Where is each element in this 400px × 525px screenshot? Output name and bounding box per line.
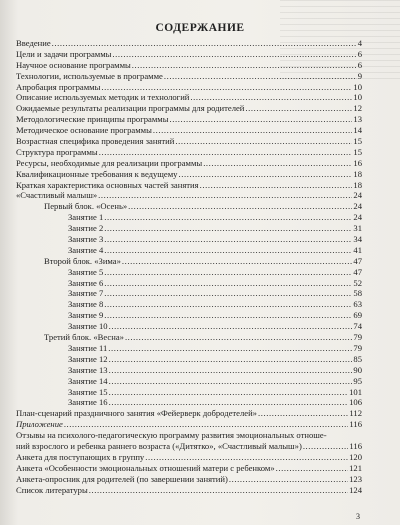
toc-entry-page: 41 — [353, 244, 362, 255]
toc-entry-page: 15 — [353, 136, 362, 147]
toc-entry — [16, 256, 362, 267]
toc-entry-page: 90 — [353, 364, 362, 375]
toc-entry-page: 121 — [349, 462, 362, 473]
dot-leader — [122, 256, 352, 267]
dot-leader — [104, 245, 352, 256]
toc-entry-title: Отзывы на психолого-педагогическую программу развития эмоциональных отноше- — [16, 430, 327, 441]
dot-leader — [109, 321, 353, 332]
toc-entry — [16, 376, 362, 387]
toc-entry — [16, 474, 362, 485]
toc-entry — [16, 169, 362, 180]
toc-entry-page: 6 — [357, 59, 362, 70]
dot-leader — [245, 103, 352, 114]
toc-entry-page: 24 — [353, 201, 362, 212]
toc-entry-title: Приложение — [16, 419, 63, 430]
dot-leader — [109, 354, 353, 365]
toc-entry — [16, 212, 362, 223]
toc-entry-title: Занятие 14 — [68, 375, 108, 386]
dot-leader — [276, 463, 348, 474]
toc-entry-page: 120 — [349, 451, 362, 462]
toc-entry-title: Возрастная специфика проведения занятий — [16, 136, 175, 147]
toc-entry-title: Занятие 8 — [68, 299, 104, 310]
toc-entry — [16, 190, 362, 201]
toc-entry-page: 12 — [353, 103, 362, 114]
toc-entry-title: Апробация программы — [16, 81, 101, 92]
dot-leader — [145, 452, 348, 463]
toc-entry-title: Занятие 3 — [68, 234, 104, 245]
dot-leader — [109, 376, 353, 387]
toc-entry-title: Занятие 10 — [68, 321, 108, 332]
toc-entry-title: Первый блок. «Осень» — [44, 201, 128, 212]
toc-entry — [16, 180, 362, 191]
dot-leader — [132, 60, 357, 71]
dot-leader — [104, 223, 352, 234]
toc-entry — [16, 71, 362, 82]
page-number: 3 — [356, 512, 360, 521]
toc-entry-page: 116 — [349, 419, 362, 430]
toc-entry-title: Ресурсы, необходимые для реализации программы — [16, 157, 203, 168]
toc-entry-title: Второй блок. «Зима» — [44, 255, 121, 266]
toc-entry-page: 13 — [353, 114, 362, 125]
toc-entry-page: 74 — [353, 321, 362, 332]
toc-entry-page: 10 — [353, 92, 362, 103]
toc-entry-title: Занятие 2 — [68, 223, 104, 234]
toc-entry — [16, 103, 362, 114]
toc-entry — [16, 387, 362, 398]
toc-entry-title: «Счастливый малыш» — [16, 190, 98, 201]
toc-entry-page: 31 — [353, 223, 362, 234]
dot-leader — [178, 169, 352, 180]
toc-entry-page: 106 — [349, 397, 362, 408]
toc-entry — [16, 299, 362, 310]
toc-entry-page: 16 — [353, 157, 362, 168]
toc-entry-title: Занятие 7 — [68, 288, 104, 299]
toc-entry-page: 34 — [353, 234, 362, 245]
toc-entry — [16, 147, 362, 158]
toc-entry-title: План-сценарий праздничного занятия «Фейерверк добродетелей» — [16, 408, 257, 419]
toc-entry — [16, 485, 362, 496]
toc-entry-title: Занятие 4 — [68, 244, 104, 255]
toc-entry-title: ний взрослого и ребенка раннего возраста («Дитятко», «Счастливый малыш») — [16, 440, 302, 451]
toc-entry — [16, 201, 362, 212]
toc-entry-page: 47 — [353, 255, 362, 266]
toc-entry-page: 4 — [357, 38, 362, 48]
toc-entry — [16, 125, 362, 136]
dot-leader — [109, 365, 353, 376]
toc-entry-title: Третий блок. «Весна» — [44, 332, 124, 343]
dot-leader — [89, 485, 348, 496]
dot-leader — [101, 82, 352, 93]
toc-entry-page: 18 — [353, 179, 362, 190]
toc-entry — [16, 60, 362, 71]
dot-leader — [112, 49, 356, 60]
toc-entry-page: 95 — [353, 375, 362, 386]
dot-leader — [104, 288, 352, 299]
toc-entry — [16, 288, 362, 299]
toc-entry-title: Анкета для поступающих в группу — [16, 451, 145, 462]
toc-entry — [16, 245, 362, 256]
toc-entry — [16, 430, 362, 441]
dot-leader — [175, 136, 352, 147]
toc-entry-title: Введение — [16, 38, 51, 48]
toc-entry-title: Занятие 9 — [68, 310, 104, 321]
dot-leader — [98, 190, 352, 201]
toc-entry-page: 116 — [349, 440, 362, 451]
toc-entry-title: Описание используемых методик и технологий — [16, 92, 190, 103]
dot-leader — [109, 397, 349, 408]
toc-entry — [16, 408, 362, 419]
toc-entry-title: Занятие 13 — [68, 364, 108, 375]
dot-leader — [104, 234, 352, 245]
table-of-contents — [16, 38, 362, 495]
toc-entry-title: Занятие 15 — [68, 386, 108, 397]
toc-entry-title: Занятие 16 — [68, 397, 108, 408]
toc-entry-title: Занятие 12 — [68, 353, 108, 364]
toc-entry-page: 124 — [349, 484, 362, 495]
toc-entry-title: Занятие 1 — [68, 212, 104, 223]
toc-entry — [16, 354, 362, 365]
toc-entry-page: 85 — [353, 353, 362, 364]
toc-entry — [16, 441, 362, 452]
toc-entry-title: Список литературы — [16, 484, 88, 495]
toc-entry-page: 63 — [353, 299, 362, 310]
toc-entry-title: Цели и задачи программы — [16, 48, 112, 59]
toc-entry-title: Ожидаемые результаты реализации программы для родителей — [16, 103, 245, 114]
toc-entry-title: Анкета «Особенности эмоциональных отношений матери с ребенком» — [16, 462, 275, 473]
dot-leader — [200, 180, 353, 191]
dot-leader — [99, 147, 353, 158]
toc-entry-page: 69 — [353, 310, 362, 321]
toc-entry-title: Анкета-опросник для родителей (по завершении занятий) — [16, 473, 228, 484]
toc-entry-title: Методологические принципы программы — [16, 114, 169, 125]
toc-entry-page: 79 — [353, 332, 362, 343]
toc-entry-page: 24 — [353, 212, 362, 223]
toc-entry — [16, 278, 362, 289]
toc-entry-title: Занятие 5 — [68, 266, 104, 277]
toc-entry-page: 14 — [353, 125, 362, 136]
toc-entry-page: 9 — [357, 70, 362, 81]
toc-entry-title: Занятие 11 — [68, 342, 108, 353]
toc-entry — [16, 92, 362, 103]
toc-entry — [16, 419, 362, 430]
dot-leader — [64, 419, 349, 430]
toc-entry-title: Научное основание программы — [16, 59, 131, 70]
toc-entry — [16, 49, 362, 60]
toc-entry-page: 112 — [349, 408, 362, 419]
dot-leader — [258, 408, 348, 419]
toc-entry-page: 15 — [353, 146, 362, 157]
dot-leader — [104, 278, 352, 289]
dot-leader — [109, 387, 349, 398]
toc-entry-page: 6 — [357, 48, 362, 59]
toc-entry — [16, 114, 362, 125]
toc-entry-title: Занятие 6 — [68, 277, 104, 288]
toc-entry-page: 123 — [349, 473, 362, 484]
toc-entry-title: Краткая характеристика основных частей занятия — [16, 179, 199, 190]
dot-leader — [153, 125, 353, 136]
toc-entry-title: Методическое основание программы — [16, 125, 152, 136]
dot-leader — [203, 158, 352, 169]
dot-leader — [104, 212, 352, 223]
toc-entry — [16, 321, 362, 332]
toc-entry-page: 18 — [353, 168, 362, 179]
toc-entry-page: 24 — [353, 190, 362, 201]
toc-entry — [16, 82, 362, 93]
toc-entry-page: 52 — [353, 277, 362, 288]
dot-leader — [104, 299, 352, 310]
toc-entry — [16, 343, 362, 354]
toc-entry — [16, 463, 362, 474]
dot-leader — [108, 343, 352, 354]
dot-leader — [164, 71, 357, 82]
toc-entry-title: Структура программы — [16, 146, 98, 157]
toc-entry-page: 58 — [353, 288, 362, 299]
toc-entry — [16, 158, 362, 169]
toc-entry — [16, 365, 362, 376]
dot-leader — [128, 201, 352, 212]
toc-entry-page: 10 — [353, 81, 362, 92]
dot-leader — [104, 267, 352, 278]
dot-leader — [303, 441, 349, 452]
dot-leader — [125, 332, 352, 343]
toc-entry-title: Квалификационные требования к ведущему — [16, 168, 178, 179]
toc-entry — [16, 332, 362, 343]
toc-entry — [16, 136, 362, 147]
toc-entry — [16, 223, 362, 234]
toc-entry — [16, 397, 362, 408]
page-title: СОДЕРЖАНИЕ — [155, 22, 245, 34]
toc-entry — [16, 38, 362, 49]
toc-entry — [16, 452, 362, 463]
toc-entry-title: Технологии, используемые в программе — [16, 70, 163, 81]
toc-entry-page: 47 — [353, 266, 362, 277]
toc-entry — [16, 267, 362, 278]
toc-entry-page: 101 — [349, 386, 362, 397]
dot-leader — [170, 114, 353, 125]
toc-entry — [16, 234, 362, 245]
dot-leader — [190, 92, 352, 103]
dot-leader — [229, 474, 348, 485]
dot-leader — [104, 310, 352, 321]
toc-entry — [16, 310, 362, 321]
dot-leader — [52, 38, 357, 49]
toc-entry-page: 79 — [353, 342, 362, 353]
